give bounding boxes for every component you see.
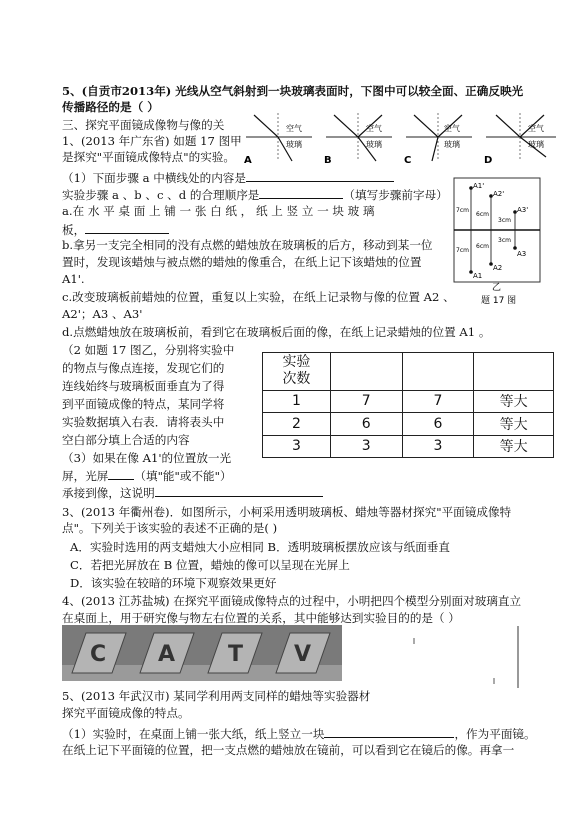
- option-c-label: C: [404, 155, 412, 166]
- table-cell: 6: [330, 413, 402, 436]
- table-cell: 7: [330, 390, 402, 413]
- table-row: [263, 390, 554, 413]
- q5b-part1-text: （1）实验时，在桌面上铺一张大纸，纸上竖立一块: [62, 727, 325, 741]
- option-b-label: B: [324, 155, 332, 166]
- q5b-stem-line1: 5、(2013 年武汉市) 某同学利用两支同样的蜡烛等实验器材: [62, 689, 371, 703]
- q4-stem-line2: 在桌面上，用于研究像与物左右位置的关系，其中能够达到实验目的的是（ ）: [62, 611, 460, 625]
- q1-sub1: [62, 169, 394, 185]
- figure-caption: 题 17 图: [481, 296, 517, 306]
- figure-sub-label: 乙: [492, 283, 502, 293]
- option-d-label: D: [484, 155, 493, 166]
- table-header-cell: 实验 次数: [263, 353, 331, 391]
- option-a-label: A: [244, 155, 252, 166]
- q1-part2-line4: 到平面镜成像的特点，某同学将: [62, 397, 225, 411]
- q5b-part1-tail: ，作为平面镜。: [454, 727, 536, 741]
- q1-part3-line2: [62, 467, 232, 483]
- q1-part2-line1: （2 如题 17 图乙，分别将实验中: [62, 343, 235, 357]
- answer-blank[interactable]: [155, 484, 323, 497]
- step-b-line1: b.拿另一支完全相同的没有点燃的蜡烛放在玻璃板的后方，移动到某一位: [62, 238, 433, 252]
- table-cell: 6: [402, 413, 474, 436]
- table-cell: 3: [330, 435, 402, 458]
- step-d: d.点燃蜡烛放在玻璃板前，看到它在玻璃板后面的像，在纸上记录蜡烛的位置 A1 。: [62, 325, 491, 339]
- step-a-text: 板，: [62, 223, 86, 237]
- candle-setup-figure: [400, 624, 524, 690]
- model-letter: C: [90, 642, 107, 667]
- distance-label: 7cm: [456, 247, 469, 254]
- q5b-stem-line2: 探究平面镜成像的特点。: [62, 706, 190, 720]
- option-c-figure: [404, 113, 472, 166]
- q1-part3-conclusion: 承接到像，这说明: [62, 486, 155, 500]
- point-label: A3: [517, 250, 527, 258]
- section-heading: 三、探究平面镜成像物与像的关: [62, 118, 225, 132]
- table-cell: 等大: [474, 435, 554, 458]
- point-label: A1': [473, 182, 485, 190]
- data-table: [262, 352, 554, 458]
- option-b-figure: [324, 113, 392, 166]
- answer-blank[interactable]: [85, 221, 169, 234]
- model-letter: V: [294, 642, 312, 667]
- figure-17-diagram: [451, 176, 543, 306]
- step-c-line2: A2'；A3 、A3': [62, 307, 143, 321]
- q1-part2-line6: 空白部分填上合适的内容: [62, 433, 190, 447]
- distance-label: 3cm: [498, 237, 511, 244]
- q1-part3-text: 屏，光屏: [62, 469, 109, 483]
- table-header-blank[interactable]: [474, 353, 554, 391]
- step-b-line2: 置时，发现该蜡烛与被点燃的蜡烛的像重合，在纸上记下该蜡烛的位置: [62, 255, 422, 269]
- point-label: A3': [517, 206, 529, 214]
- distance-label: 7cm: [456, 207, 469, 214]
- point-label: A2': [493, 190, 505, 198]
- distance-label: 6cm: [476, 211, 489, 218]
- answer-blank[interactable]: [259, 186, 343, 199]
- q1-part2-line3: 连线始终与玻璃板面垂直为了得: [62, 379, 225, 393]
- q1-stem-line1: 1、(2013 年广东省) 如题 17 图甲: [62, 134, 242, 148]
- table-row: [263, 435, 554, 458]
- answer-blank[interactable]: [246, 169, 394, 182]
- q1-part3-line3: [62, 484, 323, 500]
- label-air: 空气: [366, 124, 382, 133]
- q1-part3-hint: （填"能"或不能"）: [134, 469, 232, 483]
- answer-blank[interactable]: [324, 725, 454, 738]
- q1-part3-line1: （3）如果在像 A1'的位置放一光: [62, 451, 232, 465]
- table-cell: 3: [402, 435, 474, 458]
- model-photo-strip: [62, 625, 342, 681]
- table-cell: 3: [263, 435, 331, 458]
- q1-order-text: 实验步骤 a 、b 、c 、d 的合理顺序是: [62, 188, 260, 202]
- table-cell: 等大: [474, 413, 554, 436]
- q5b-part1-line2: 在纸上记下平面镜的位置，把一支点燃的蜡烛放在镜前，可以看到它在镜后的像。再拿一: [62, 743, 515, 757]
- q5-stem-line2: 传播路径的是（ ）: [62, 100, 159, 114]
- table-cell: 1: [263, 390, 331, 413]
- answer-blank[interactable]: [108, 467, 134, 480]
- q1-part2-line2: 的物点与像点连接，发现它们的: [62, 361, 225, 375]
- step-a: a.在 水 平 桌 面 上 铺 一 张 白 纸 ， 纸 上 竖 立 一 块 玻 璃: [62, 204, 375, 218]
- label-glass: 玻璃: [444, 140, 460, 149]
- q1-part2-line5: 实验数据填入右表．请将表头中: [62, 415, 225, 429]
- label-air: 空气: [286, 124, 302, 133]
- step-a-cont: [62, 221, 169, 237]
- table-cell: 7: [402, 390, 474, 413]
- label-glass: 玻璃: [286, 140, 302, 149]
- model-letter: A: [158, 642, 176, 667]
- q5b-part1-line1: [62, 725, 536, 741]
- label-air: 空气: [444, 124, 460, 133]
- table-cell: 2: [263, 413, 331, 436]
- q1-order: [62, 186, 448, 202]
- label-air: 空气: [528, 124, 544, 133]
- step-b-line3: A1'.: [62, 272, 85, 286]
- q1-order-hint: （填写步骤前字母）: [343, 188, 448, 202]
- table-header-blank[interactable]: [330, 353, 402, 391]
- distance-label: 6cm: [476, 243, 489, 250]
- distance-label: 3cm: [498, 217, 511, 224]
- table-header-blank[interactable]: [402, 353, 474, 391]
- label-glass: 玻璃: [528, 140, 544, 149]
- light-path-figures: [242, 109, 560, 167]
- q3-stem-line2: 点"。下列关于该实验的表述不正确的是( ): [62, 521, 278, 535]
- label-glass: 玻璃: [366, 140, 382, 149]
- q4-stem-line1: 4、(2013 江苏盐城) 在探究平面镜成像特点的过程中，小明把四个模型分别面对玻璃直立: [62, 594, 522, 608]
- q1-sub1-text: （1）下面步骤 a 中横线处的内容是: [62, 171, 246, 185]
- model-letter: T: [228, 642, 244, 667]
- option-a-figure: [244, 113, 312, 166]
- option-d-figure: [484, 113, 556, 166]
- table-row: [263, 413, 554, 436]
- table-cell: 等大: [474, 390, 554, 413]
- q3-stem-line1: 3、(2013 年衢州卷)．如图所示，小柯采用透明玻璃板、蜡烛等器材探究"平面镜成像特: [62, 505, 512, 519]
- point-label: A1: [473, 272, 483, 280]
- q3-option-c: C．若把光屏放在 B 位置，蜡烛的像可以呈现在光屏上: [70, 558, 350, 572]
- table-header-row: [263, 353, 554, 391]
- point-label: A2: [493, 264, 503, 272]
- q3-option-ab: A．实验时选用的两支蜡烛大小应相同 B．透明玻璃板摆放应该与纸面垂直: [70, 540, 450, 554]
- step-c-line1: c.改变玻璃板前蜡烛的位置，重复以上实验，在纸上记录物与像的位置 A2 、: [62, 290, 455, 304]
- q3-option-d: D．该实验在较暗的环境下观察效果更好: [70, 576, 277, 590]
- q1-stem-line2: 是探究"平面镜成像特点"的实验。: [62, 150, 235, 164]
- q5-stem-line1: 5、(自贡市2013年) 光线从空气斜射到一块玻璃表面时，下图中可以较全面、正确反映光: [62, 84, 524, 98]
